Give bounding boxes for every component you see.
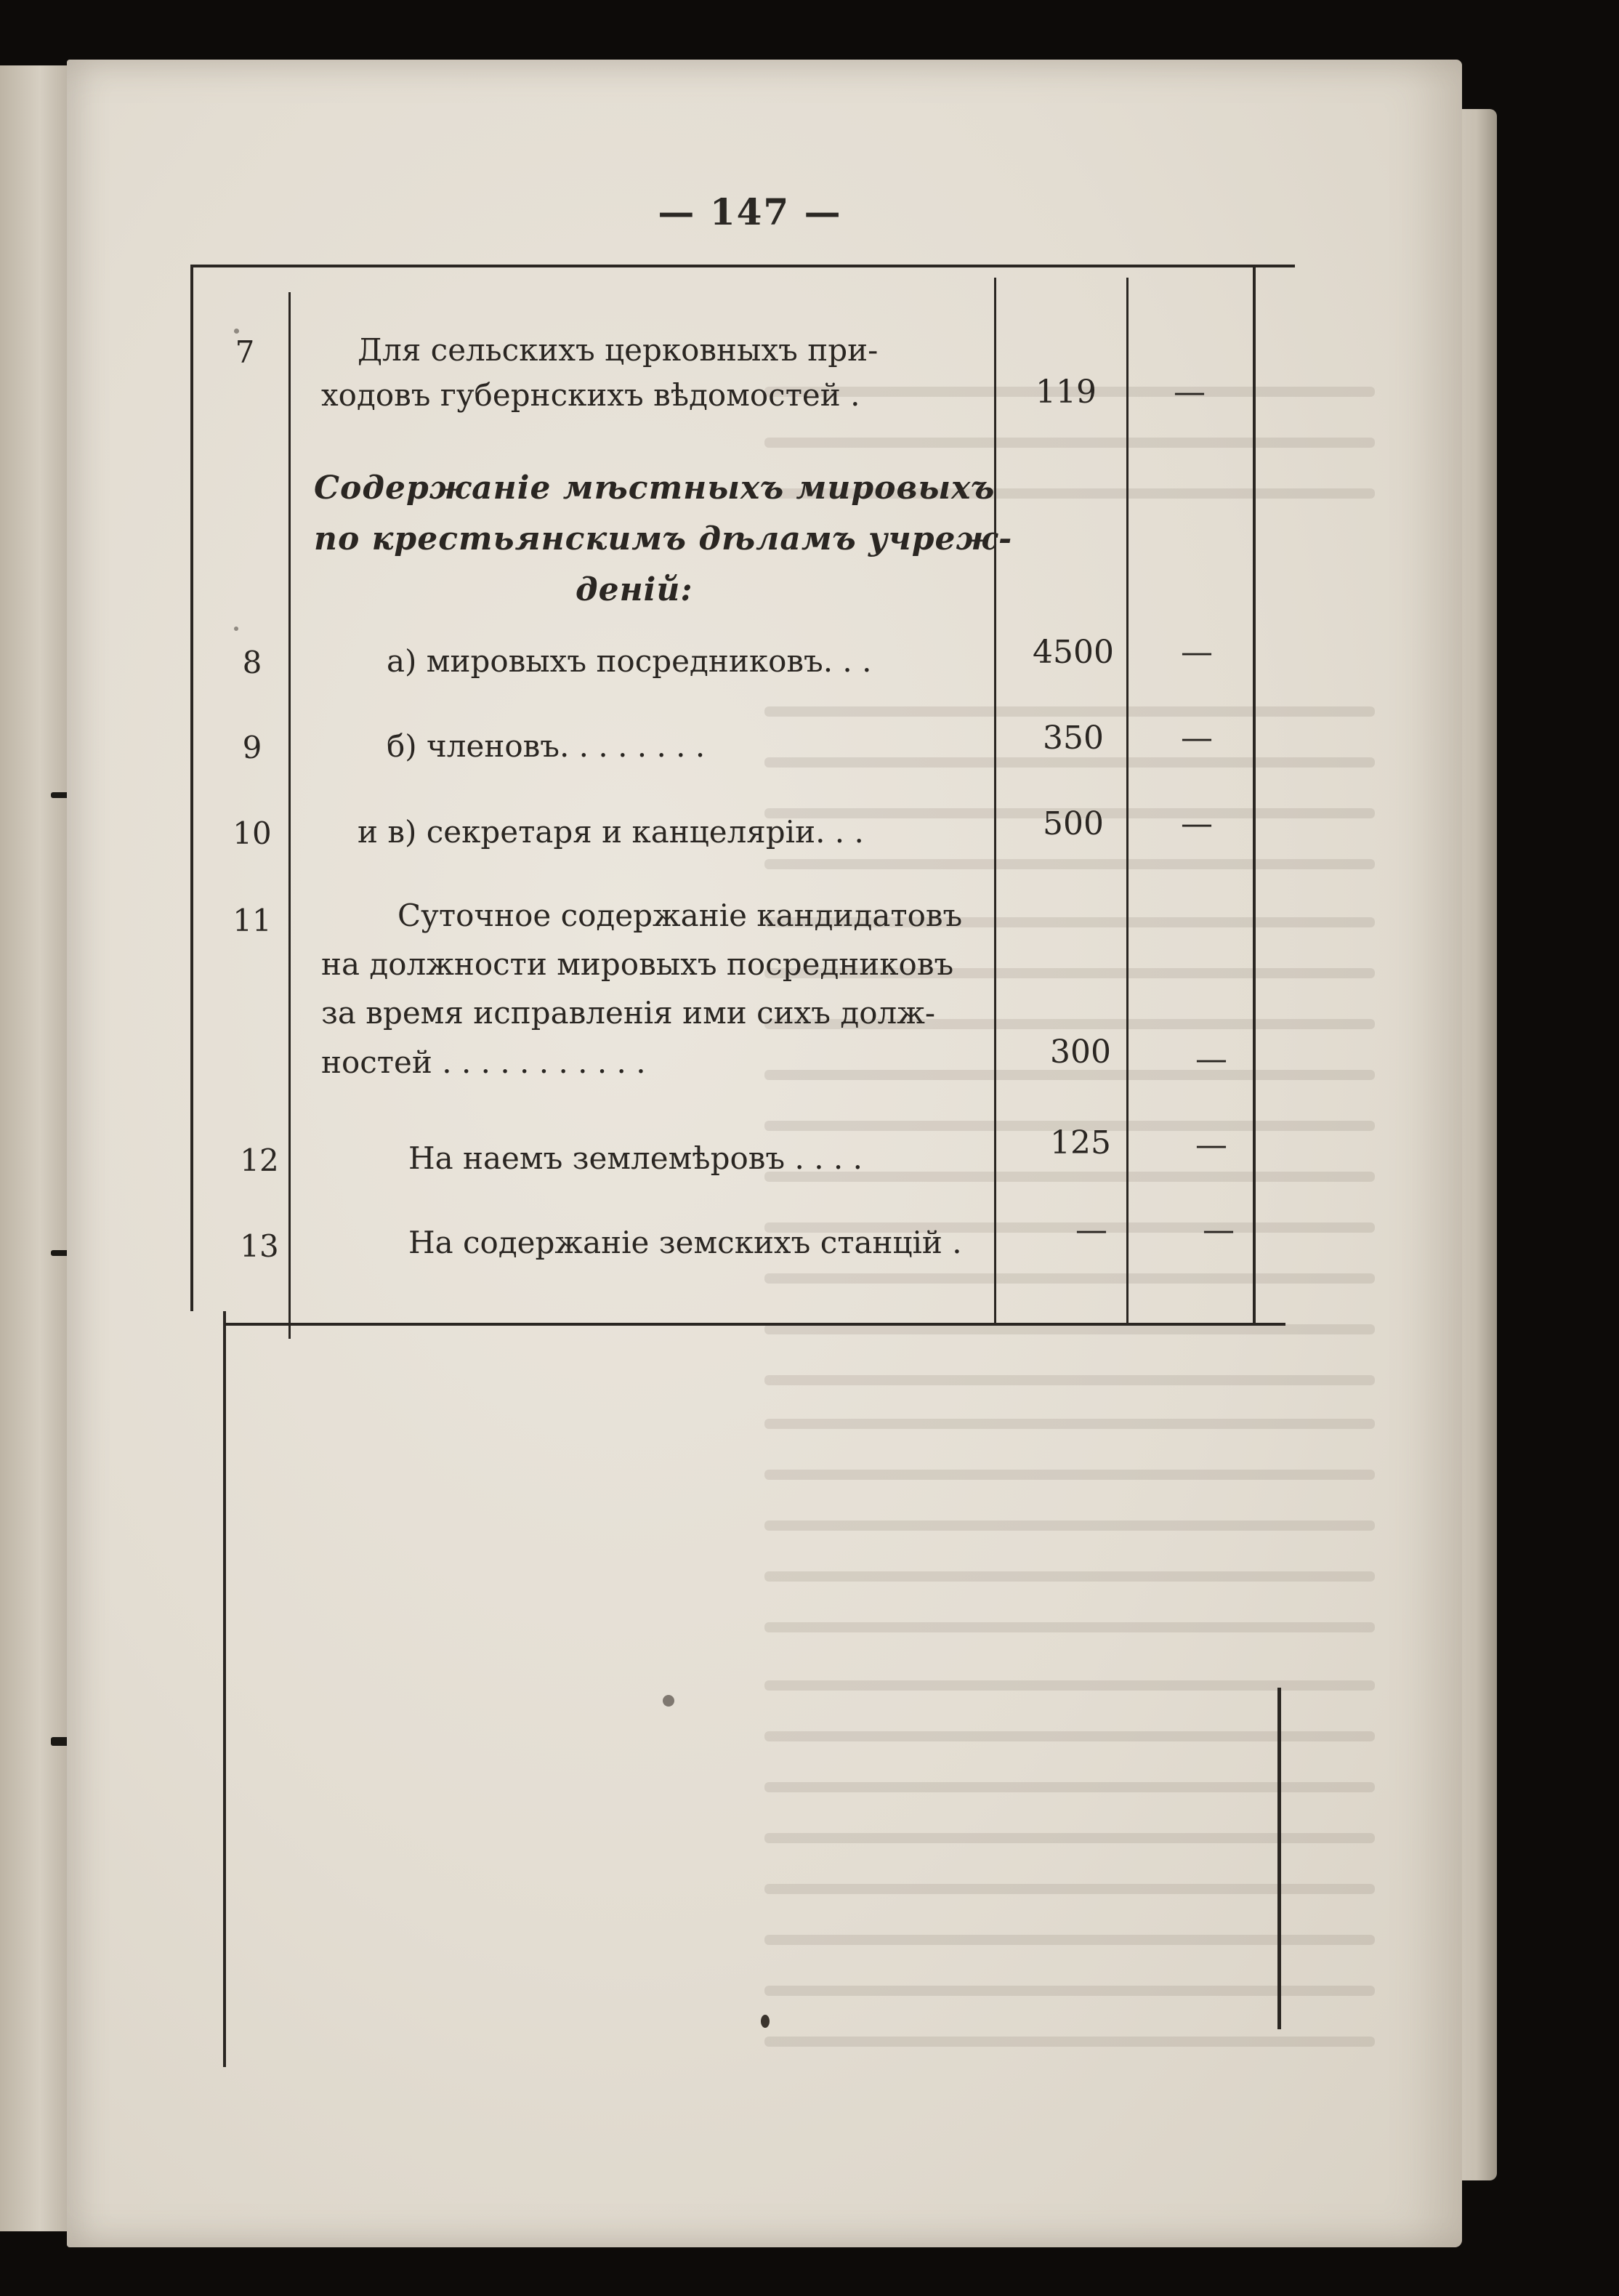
paper-speck: [234, 627, 238, 631]
amount-column-rule: [994, 278, 996, 1324]
row-dash: —: [1181, 720, 1213, 757]
row-number: 9: [242, 730, 262, 765]
paper-speck: [663, 1695, 674, 1707]
row-amount: 4500: [1033, 634, 1114, 671]
row-amount: 500: [1043, 805, 1104, 842]
row-text-line: ностей . . . . . . . . . . .: [321, 1044, 646, 1080]
row-text-line: На наемъ землемѣровъ . . . .: [408, 1140, 863, 1176]
table-right-rule-lower: [1277, 1688, 1281, 2029]
row-dash: —: [1181, 634, 1213, 671]
row-text-line: Для сельскихъ церковныхъ при-: [358, 332, 879, 368]
row-number: 8: [242, 645, 262, 680]
row-amount: 119: [1035, 374, 1097, 411]
row-text-line: На содержаніе земскихъ станцій .: [408, 1225, 962, 1260]
page-number: — 147 —: [658, 190, 842, 233]
row-dash: —: [1181, 805, 1213, 842]
dash-column-rule: [1126, 278, 1129, 1324]
left-page-fragment: [0, 65, 73, 2231]
row-number: 10: [233, 815, 272, 851]
table-bottom-rule: [223, 1323, 1285, 1326]
row-amount: —: [1075, 1212, 1107, 1249]
row-amount: 350: [1043, 720, 1104, 757]
row-dash: —: [1195, 1127, 1227, 1164]
row-text-line: Суточное содержаніе кандидатовъ: [397, 898, 963, 933]
row-dash: —: [1203, 1212, 1235, 1249]
row-text-line: ходовъ губернскихъ вѣдомостей .: [321, 377, 860, 413]
table-left-rule-lower: [223, 1311, 226, 2067]
row-text-line: за время исправленія ими сихъ долж-: [321, 995, 936, 1031]
row-number: 11: [233, 903, 272, 938]
heading-line: Содержаніе мѣстныхъ мировыхъ: [314, 470, 996, 507]
row-number: 12: [240, 1143, 279, 1178]
paper-speck: [761, 2015, 770, 2028]
paper-speck: [234, 329, 239, 334]
book-page: [67, 60, 1462, 2247]
row-text-line: и в) секретаря и канцеляріи. . .: [358, 814, 864, 850]
row-amount: 300: [1050, 1034, 1111, 1071]
row-number: 13: [240, 1228, 279, 1264]
table-top-rule: [190, 265, 1295, 267]
heading-line: деній:: [576, 571, 693, 608]
table-left-rule-upper: [190, 265, 193, 1311]
row-dash: —: [1174, 374, 1206, 411]
row-text-line: а) мировыхъ посредниковъ. . .: [387, 643, 872, 679]
table-right-rule-upper: [1253, 265, 1256, 1326]
heading-line: по крестьянскимъ дѣламъ учреж-: [314, 520, 1013, 557]
row-text-line: на должности мировыхъ посредниковъ: [321, 946, 954, 982]
row-amount: 125: [1050, 1124, 1111, 1161]
row-text-line: б) членовъ. . . . . . . .: [387, 728, 706, 764]
row-dash: —: [1195, 1041, 1227, 1078]
row-number: 7: [235, 334, 255, 370]
